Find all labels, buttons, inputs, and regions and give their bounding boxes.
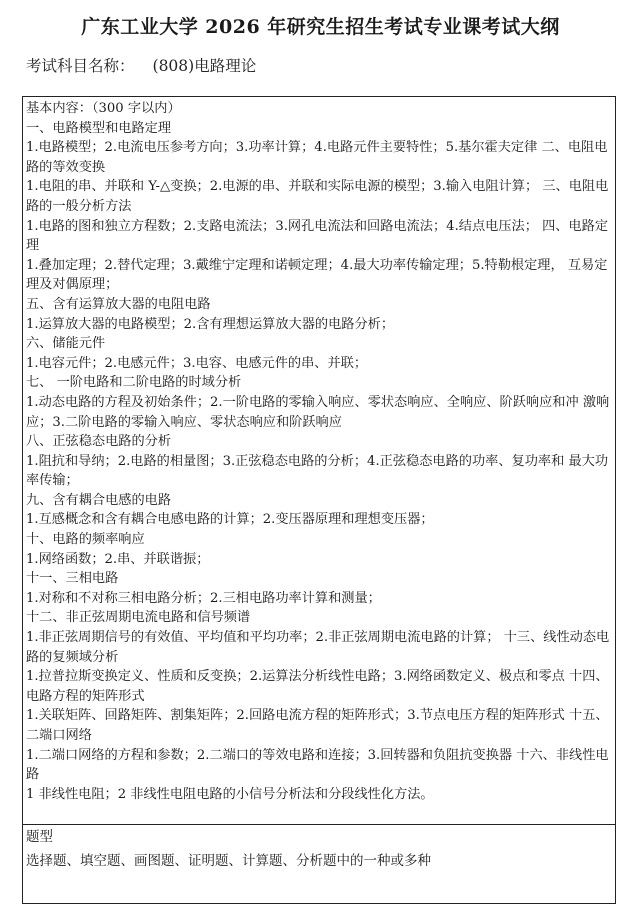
subject-row: [26, 54, 256, 76]
syllabus-line: 一、电路模型和电路定理: [26, 120, 172, 136]
syllabus-line: 1.运算放大器的电路模型；2.含有理想运算放大器的电路分析；: [26, 316, 395, 332]
basic-content-cell: [23, 97, 615, 804]
syllabus-line: 1.动态电路的方程及初始条件；2.一阶电路的零输入响应、零状态响应、全响应、阶跃响应和冲 激响应；3.二阶电路的零输入响应、零状态响应和阶跃响应: [26, 394, 610, 430]
syllabus-line: 五、含有运算放大器的电阻电路: [26, 296, 211, 312]
question-type-text: 选择题、填空题、画图题、证明题、计算题、分析题中的一种或多种: [26, 853, 431, 869]
syllabus-line: 1.网络函数；2.串、并联谐振；: [26, 551, 210, 567]
page-title: 广东工业大学 2026 年研究生招生考试专业课考试大纲: [81, 16, 560, 38]
question-type-label: 题型: [26, 829, 53, 845]
basic-content-label: 基本内容：（300 字以内）: [26, 101, 181, 116]
syllabus-line: 1.电容元件；2.电感元件；3.电容、电感元件的串、并联；: [26, 355, 368, 371]
syllabus-line: 1.对称和不对称三相电路分析；2.三相电路功率计算和测量；: [26, 590, 381, 606]
syllabus-line: 1.阻抗和导纳；2.电路的相量图；3.正弦稳态电路的分析；4.正弦稳态电路的功率、复功率和 最大功率传输；: [26, 453, 609, 489]
syllabus-line: 六、储能元件: [26, 336, 106, 352]
syllabus-line: 十一、三相电路: [26, 571, 119, 587]
syllabus-line: 1.互感概念和含有耦合电感电路的计算；2.变压器原理和理想变压器；: [26, 512, 434, 528]
syllabus-line: 八、正弦稳态电路的分析: [26, 434, 172, 450]
subject-value: (808)电路理论: [152, 57, 257, 75]
syllabus-line: 七、 一阶电路和二阶电路的时域分析: [26, 375, 242, 391]
syllabus-line: 1.电阻的串、并联和 Y-△变换；2.电源的串、并联和实际电源的模型；3.输入电阻计算； 三、电阻电路的一般分析方法: [26, 179, 609, 214]
syllabus-line: 1.非正弦周期信号的有效值、平均值和平均功率；2.非正弦周期电流电路的计算； 十三、线性动态电路的复频域分析: [26, 630, 610, 665]
syllabus-table: [22, 96, 616, 904]
subject-label: 考试科目名称：: [26, 57, 135, 75]
syllabus-line: 1.二端口网络的方程和参数；2.二端口的等效电路和连接；3.回转器和负阻抗变换器 十六、非线性电路: [26, 747, 609, 783]
syllabus-line: 1.电路的图和独立方程数；2.支路电流法；3.网孔电流法和回路电流法；4.结点电压法； 四、电路定理: [26, 218, 609, 254]
syllabus-line: 十二、非正弦周期电流电路和信号频谱: [26, 610, 251, 626]
syllabus-line: 1.电路模型；2.电流电压参考方向；3.功率计算；4.电路元件主要特性；5.基尔霍夫定律 二、电阻电路的等效变换: [26, 140, 608, 175]
syllabus-line: 九、含有耦合电感的电路: [26, 492, 172, 508]
syllabus-line: 1.关联矩阵、回路矩阵、割集矩阵；2.回路电流方程的矩阵形式；3.节点电压方程的矩阵形式 十五、二端口网络: [26, 708, 609, 743]
syllabus-line: 十、电路的频率响应: [26, 532, 145, 548]
syllabus-line: 1 非线性电阻；2 非线性电阻电路的小信号分析法和分段线性化方法。: [26, 786, 434, 802]
syllabus-line: 1.拉普拉斯变换定义、性质和反变换；2.运算法分析线性电路；3.网络函数定义、极点和零点 十四、电路方程的矩阵形式: [26, 669, 609, 704]
table-divider: [23, 824, 615, 825]
syllabus-line: 1.叠加定理；2.替代定理；3.戴维宁定理和诺顿定理；4.最大功率传输定理；5.特勒根定理， 互易定理及对偶原理；: [26, 257, 608, 293]
